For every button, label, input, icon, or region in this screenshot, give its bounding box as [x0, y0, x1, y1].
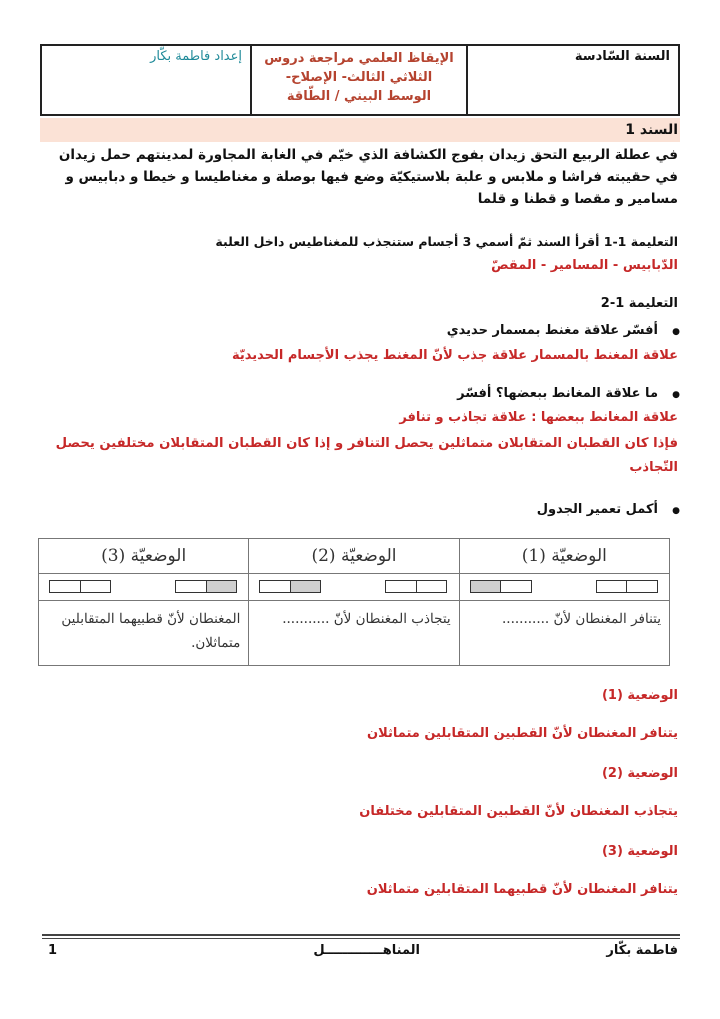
magnet-icon [175, 580, 237, 593]
lesson-cell [250, 46, 466, 114]
sanad-text: في عطلة الربيع التحق زيدان بفوج الكشافة الذي خيّم في الغابة المجاورة لمدينتهم حمل زيدان في حقيبته فراشا و ملابس و علبة بلاستيكيّة وضع فيها بوصلة و مغناطيسا و خيطا و دبابيس و مسامير و مقصا و قطنا و قلما [58, 147, 678, 207]
magnet-icon [49, 580, 111, 593]
year-cell [466, 46, 678, 114]
situation-2-text: يتجاذب المغنطان لأنّ ........... [282, 611, 451, 627]
situation-1-title: الوضعية (1) [601, 688, 678, 703]
situation-3-heading: الوضعيّة (3) [39, 539, 248, 574]
magnet-icon [596, 580, 658, 593]
section-bar [40, 118, 680, 142]
answer-1: علاقة المغنط بالمسمار علاقة جذب لأنّ المغنط يجذب الأجسام الحديديّة [232, 348, 678, 363]
task-1-1-prompt: التعليمة 1-1 أقرأ السند ثمّ أسمي 3 أجسام ستنجذب للمغناطيس داخل العلبة [215, 234, 678, 249]
task-1-2-title: التعليمة 1-2 [600, 296, 678, 311]
magnet-row [39, 574, 248, 601]
lesson-line-1: الإيقاظ العلمي مراجعة دروس [264, 51, 454, 66]
situation-2-title: الوضعية (2) [601, 766, 678, 781]
magnet-icon [259, 580, 321, 593]
footer-divider [42, 934, 680, 936]
situation-3-title: الوضعية (3) [601, 844, 678, 859]
footer-center: المناهـــــــــــــل [313, 943, 420, 958]
answer-2-line-2: فإذا كان القطبان المتقابلان متماثلين يحصل التنافر و إذا كان القطبان المتقابلان مختلفين يحصل [55, 436, 678, 451]
lesson-line-3: الوسط البيني / الطّاقة [286, 89, 432, 104]
footer-divider [42, 938, 680, 939]
author-label: إعداد فاطمة بكّار [150, 49, 242, 64]
situation-2-column [249, 539, 459, 665]
task-1-1-answer: الدّبابيس - المسامير - المقصّ [491, 258, 678, 273]
question-3: ● أكمل تعمير الجدول [48, 502, 658, 517]
situation-2-heading: الوضعيّة (2) [249, 539, 458, 574]
page-number: 1 [48, 943, 58, 958]
header-table [40, 44, 680, 116]
magnets-table [38, 538, 670, 666]
magnet-row [249, 574, 458, 601]
answer-2-line-1: علاقة المغانط ببعضها : علاقة تجاذب و تنافر [399, 410, 678, 425]
situation-1-text: يتنافر المغنطان لأنّ ........... [502, 611, 661, 627]
question-2: ● ما علاقة المغانط ببعضها؟ أفسّر [48, 386, 658, 401]
sanad-title: السند 1 [625, 122, 678, 138]
year-label: السنة السّادسة [574, 49, 670, 64]
situation-2-answer: يتجاذب المغنطان لأنّ القطبين المتقابلين مختلفان [359, 804, 678, 819]
answer-2-line-3: التّجاذب [629, 460, 678, 475]
author-cell [42, 46, 250, 114]
situation-3-column [39, 539, 249, 665]
lesson-line-2: الثلاثي الثالث- الإصلاح- [285, 70, 433, 85]
situation-1-answer: يتنافر المغنطان لأنّ القطبين المتقابلين متماثلان [367, 726, 678, 741]
situation-1-heading: الوضعيّة (1) [460, 539, 669, 574]
magnet-icon [470, 580, 532, 593]
situation-3-text: المغنطان لأنّ قطبيهما المتقابلين متماثلان. [61, 611, 241, 651]
footer-author: فاطمة بكّار [606, 943, 678, 958]
question-1: ● أفسّر علاقة مغنط بمسمار حديدي [48, 323, 658, 338]
magnet-row [460, 574, 669, 601]
situation-1-column [460, 539, 669, 665]
magnet-icon [385, 580, 447, 593]
situation-3-answer: يتنافر المغنطان لأنّ قطبيهما المتقابلين متماثلان [366, 882, 678, 897]
